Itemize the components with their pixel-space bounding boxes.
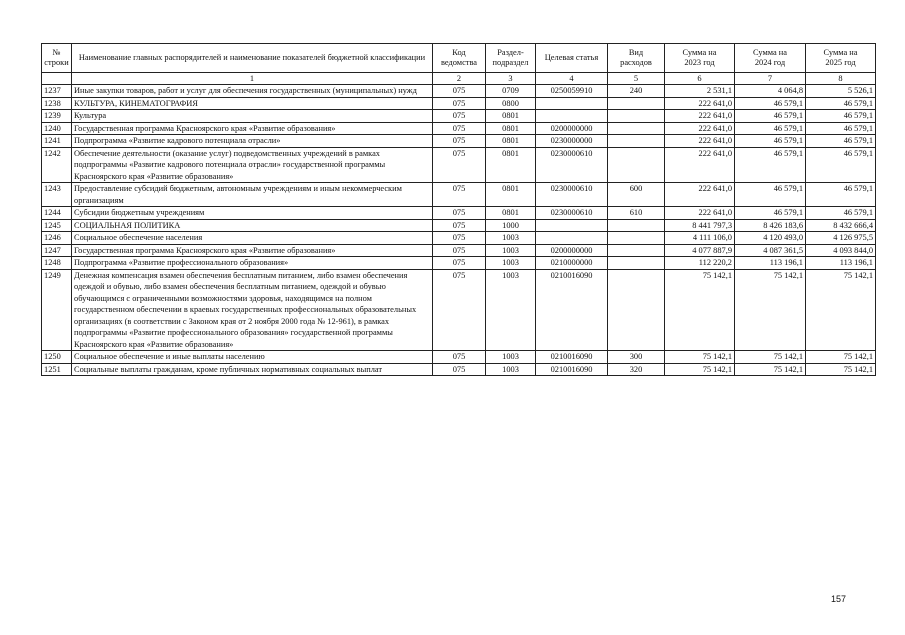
expense-type — [608, 97, 665, 110]
section-code: 0801 — [486, 122, 536, 135]
column-number — [42, 73, 72, 85]
row-number: 1251 — [42, 363, 72, 376]
expense-type — [608, 122, 665, 135]
department-code: 075 — [433, 97, 486, 110]
section-code: 0801 — [486, 110, 536, 123]
expense-type — [608, 147, 665, 183]
row-name: Культура — [72, 110, 433, 123]
section-code: 1003 — [486, 232, 536, 245]
sum-2025: 5 526,1 — [806, 85, 876, 98]
sum-2025: 8 432 666,4 — [806, 219, 876, 232]
sum-2024: 46 579,1 — [735, 110, 806, 123]
department-code: 075 — [433, 363, 486, 376]
sum-2023: 222 641,0 — [665, 110, 735, 123]
department-code: 075 — [433, 232, 486, 245]
expense-type — [608, 135, 665, 148]
row-number: 1249 — [42, 269, 72, 351]
column-number: 1 — [72, 73, 433, 85]
department-code: 075 — [433, 257, 486, 270]
department-code: 075 — [433, 85, 486, 98]
table-row — [42, 122, 876, 135]
row-number: 1247 — [42, 244, 72, 257]
target-article: 0210016090 — [536, 351, 608, 364]
row-name: Иные закупки товаров, работ и услуг для обеспечения государственных (муниципальных) нужд — [72, 85, 433, 98]
row-name: Государственная программа Красноярского края «Развитие образования» — [72, 122, 433, 135]
row-name: Подпрограмма «Развитие профессионального образования» — [72, 257, 433, 270]
row-number: 1246 — [42, 232, 72, 245]
sum-2024: 46 579,1 — [735, 207, 806, 220]
sum-2025-header: Сумма на 2025 год — [806, 44, 876, 73]
expense-type-header: Вид расходов — [608, 44, 665, 73]
sum-2024: 46 579,1 — [735, 97, 806, 110]
row-name: Подпрограмма «Развитие кадрового потенциала отрасли» — [72, 135, 433, 148]
expense-type — [608, 232, 665, 245]
target-article: 0210016090 — [536, 363, 608, 376]
row-name: Предоставление субсидий бюджетным, автономным учреждениям и иным некоммерческим организациям — [72, 183, 433, 207]
column-number: 6 — [665, 73, 735, 85]
sum-2024: 46 579,1 — [735, 183, 806, 207]
sum-2025: 46 579,1 — [806, 97, 876, 110]
department-code: 075 — [433, 244, 486, 257]
column-number: 3 — [486, 73, 536, 85]
sum-2024: 8 426 183,6 — [735, 219, 806, 232]
row-number: 1242 — [42, 147, 72, 183]
section-code: 1003 — [486, 269, 536, 351]
department-code: 075 — [433, 110, 486, 123]
target-article: 0200000000 — [536, 122, 608, 135]
section-code: 1003 — [486, 363, 536, 376]
sum-2023: 4 077 887,9 — [665, 244, 735, 257]
row-number: 1244 — [42, 207, 72, 220]
expense-type — [608, 244, 665, 257]
sum-2024-header: Сумма на 2024 год — [735, 44, 806, 73]
expense-type — [608, 110, 665, 123]
section-code: 1003 — [486, 257, 536, 270]
row-number: 1248 — [42, 257, 72, 270]
sum-2023: 8 441 797,3 — [665, 219, 735, 232]
section-code: 1000 — [486, 219, 536, 232]
target-article: 0250059910 — [536, 85, 608, 98]
table-row — [42, 110, 876, 123]
target-article: 0200000000 — [536, 244, 608, 257]
row-number: 1238 — [42, 97, 72, 110]
sum-2025: 46 579,1 — [806, 135, 876, 148]
sum-2023: 222 641,0 — [665, 97, 735, 110]
sum-2024: 46 579,1 — [735, 135, 806, 148]
target-article: 0230000610 — [536, 183, 608, 207]
table-row — [42, 269, 876, 351]
department-code: 075 — [433, 351, 486, 364]
column-number-row — [42, 73, 876, 85]
sum-2024: 46 579,1 — [735, 122, 806, 135]
department-code-header: Код ведомства — [433, 44, 486, 73]
sum-2024: 4 087 361,5 — [735, 244, 806, 257]
sum-2024: 113 196,1 — [735, 257, 806, 270]
sum-2023: 75 142,1 — [665, 351, 735, 364]
expense-type: 600 — [608, 183, 665, 207]
table-row — [42, 219, 876, 232]
expense-type — [608, 257, 665, 270]
sum-2025: 75 142,1 — [806, 363, 876, 376]
target-article — [536, 110, 608, 123]
department-code: 075 — [433, 269, 486, 351]
column-number: 4 — [536, 73, 608, 85]
column-number: 7 — [735, 73, 806, 85]
row-number: 1240 — [42, 122, 72, 135]
section-code: 0709 — [486, 85, 536, 98]
row-number: 1239 — [42, 110, 72, 123]
table-row — [42, 244, 876, 257]
sum-2025: 46 579,1 — [806, 147, 876, 183]
sum-2024: 75 142,1 — [735, 363, 806, 376]
table-row — [42, 232, 876, 245]
table-row — [42, 207, 876, 220]
budget-table — [41, 43, 876, 376]
table-row — [42, 351, 876, 364]
expense-type: 320 — [608, 363, 665, 376]
sum-2025: 4 093 844,0 — [806, 244, 876, 257]
sum-2023: 222 641,0 — [665, 207, 735, 220]
sum-2025: 46 579,1 — [806, 207, 876, 220]
table-row — [42, 85, 876, 98]
target-article: 0230000000 — [536, 135, 608, 148]
row-name: Социальные выплаты гражданам, кроме публичных нормативных социальных выплат — [72, 363, 433, 376]
target-article — [536, 219, 608, 232]
row-name: Субсидии бюджетным учреждениям — [72, 207, 433, 220]
sum-2024: 75 142,1 — [735, 269, 806, 351]
sum-2024: 75 142,1 — [735, 351, 806, 364]
expense-type: 300 — [608, 351, 665, 364]
sum-2024: 46 579,1 — [735, 147, 806, 183]
row-number: 1241 — [42, 135, 72, 148]
section-code: 0800 — [486, 97, 536, 110]
expense-type — [608, 269, 665, 351]
target-article: 0230000610 — [536, 147, 608, 183]
expense-type — [608, 219, 665, 232]
target-article: 0210000000 — [536, 257, 608, 270]
row-number: 1243 — [42, 183, 72, 207]
department-code: 075 — [433, 147, 486, 183]
section-code: 0801 — [486, 207, 536, 220]
sum-2025: 75 142,1 — [806, 269, 876, 351]
sum-2023: 4 111 106,0 — [665, 232, 735, 245]
sum-2023: 75 142,1 — [665, 269, 735, 351]
department-code: 075 — [433, 219, 486, 232]
row-name: КУЛЬТУРА, КИНЕМАТОГРАФИЯ — [72, 97, 433, 110]
sum-2025: 113 196,1 — [806, 257, 876, 270]
row-number: 1245 — [42, 219, 72, 232]
row-number-header: № строки — [42, 44, 72, 73]
column-number: 2 — [433, 73, 486, 85]
name-header: Наименование главных распорядителей и наименование показателей бюджетной классификации — [72, 44, 433, 73]
sum-2025: 4 126 975,5 — [806, 232, 876, 245]
table-row — [42, 135, 876, 148]
sum-2023: 222 641,0 — [665, 183, 735, 207]
column-number: 5 — [608, 73, 665, 85]
section-code: 0801 — [486, 183, 536, 207]
sum-2024: 4 064,8 — [735, 85, 806, 98]
department-code: 075 — [433, 183, 486, 207]
target-article-header: Целевая статья — [536, 44, 608, 73]
page-number: 157 — [831, 594, 847, 604]
row-name: Государственная программа Красноярского края «Развитие образования» — [72, 244, 433, 257]
row-name: Социальное обеспечение населения — [72, 232, 433, 245]
department-code: 075 — [433, 207, 486, 220]
sum-2025: 46 579,1 — [806, 110, 876, 123]
section-code: 1003 — [486, 244, 536, 257]
sum-2024: 4 120 493,0 — [735, 232, 806, 245]
header-row — [42, 44, 876, 73]
expense-type: 610 — [608, 207, 665, 220]
table-row — [42, 363, 876, 376]
row-name: СОЦИАЛЬНАЯ ПОЛИТИКА — [72, 219, 433, 232]
target-article — [536, 232, 608, 245]
row-name: Социальное обеспечение и иные выплаты населению — [72, 351, 433, 364]
sum-2023: 222 641,0 — [665, 147, 735, 183]
target-article — [536, 97, 608, 110]
sum-2023: 112 220,2 — [665, 257, 735, 270]
sum-2023: 75 142,1 — [665, 363, 735, 376]
section-code: 1003 — [486, 351, 536, 364]
sum-2025: 46 579,1 — [806, 183, 876, 207]
target-article: 0210016090 — [536, 269, 608, 351]
row-number: 1250 — [42, 351, 72, 364]
table-row — [42, 147, 876, 183]
expense-type: 240 — [608, 85, 665, 98]
department-code: 075 — [433, 122, 486, 135]
column-number: 8 — [806, 73, 876, 85]
table-row — [42, 257, 876, 270]
row-name: Денежная компенсация взамен обеспечения бесплатным питанием, либо взамен обеспечения одеждой и обувью, либо взамен обеспечения бесплатным питанием, одеждой и обувью обучающимся с ограниченными возможностями здоровья, находящимся на полном государственном обеспечении в краевых государственных профессиональных образовательных организациях (в соответствии с Законом края от 2 ноября 2000 года № 12-961), в рамках подпрограммы «Развитие профессионального образования» государственной программы Красноярского края «Развитие образования» — [72, 269, 433, 351]
table-row — [42, 97, 876, 110]
table-row — [42, 183, 876, 207]
sum-2023: 2 531,1 — [665, 85, 735, 98]
sum-2025: 75 142,1 — [806, 351, 876, 364]
row-number: 1237 — [42, 85, 72, 98]
section-header: Раздел- подраздел — [486, 44, 536, 73]
target-article: 0230000610 — [536, 207, 608, 220]
section-code: 0801 — [486, 135, 536, 148]
department-code: 075 — [433, 135, 486, 148]
sum-2025: 46 579,1 — [806, 122, 876, 135]
row-name: Обеспечение деятельности (оказание услуг) подведомственных учреждений в рамках подпрограммы «Развитие кадрового потенциала отрасли» государственной программы Красноярского края «Развитие образования» — [72, 147, 433, 183]
sum-2023: 222 641,0 — [665, 122, 735, 135]
sum-2023-header: Сумма на 2023 год — [665, 44, 735, 73]
sum-2023: 222 641,0 — [665, 135, 735, 148]
section-code: 0801 — [486, 147, 536, 183]
